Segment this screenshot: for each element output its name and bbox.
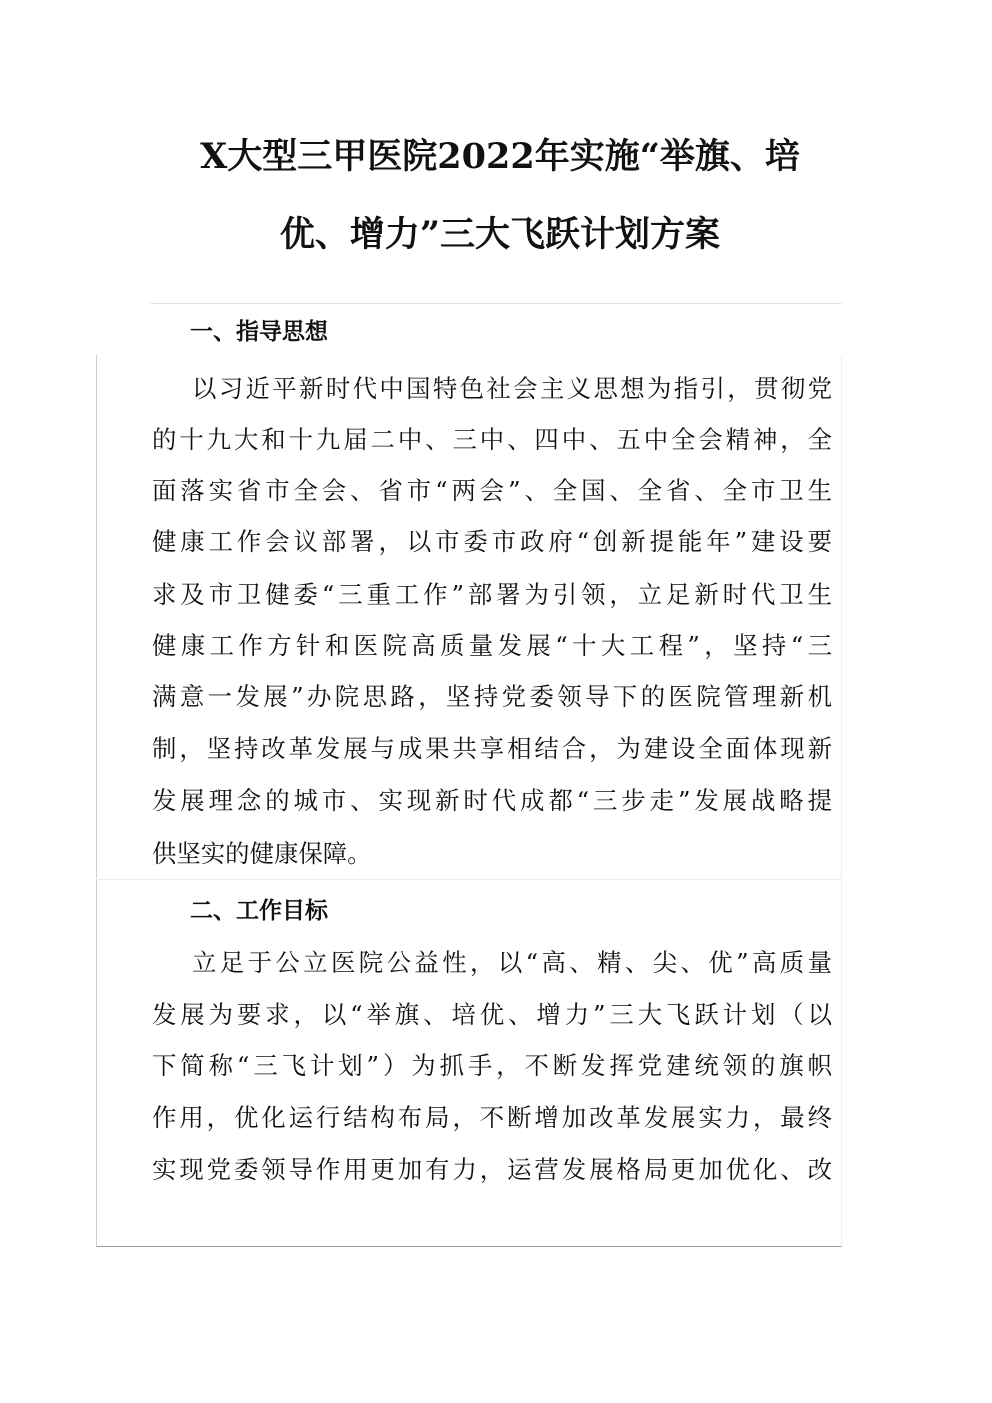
document-title-line-1: X大型三甲医院2022年实施“举旗、培 (200, 136, 800, 177)
paragraph-line: 以习近平新时代中国特色社会主义思想为指引，贯彻党 (192, 374, 832, 403)
document-title-line-2: 优、增力”三大飞跃计划方案 (279, 214, 721, 255)
section-heading-work-goals: 二、工作目标 (190, 897, 328, 924)
paragraph-line: 下简称“三飞计划”）为抓手，不断发挥党建统领的旗帜 (152, 1051, 832, 1080)
paragraph-line: 发展理念的城市、实现新时代成都“三步走”发展战略提 (152, 786, 832, 815)
paragraph-line: 作用，优化运行结构布局，不断增加改革发展实力，最终 (152, 1103, 832, 1132)
paragraph-line: 的十九大和十九届二中、三中、四中、五中全会精神，全 (152, 425, 832, 454)
paragraph-line: 发展为要求，以“举旗、培优、增力”三大飞跃计划（以 (152, 1000, 832, 1029)
paragraph-line: 制，坚持改革发展与成果共享相结合，为建设全面体现新 (152, 734, 832, 763)
paragraph-line: 健康工作方针和医院高质量发展“十大工程”，坚持“三 (152, 631, 832, 660)
paragraph-line: 求及市卫健委“三重工作”部署为引领，立足新时代卫生 (152, 580, 832, 609)
section-divider (96, 879, 842, 880)
paragraph-line: 面落实省市全会、省市“两会”、全国、全省、全市卫生 (152, 476, 832, 505)
paragraph-line: 健康工作会议部署，以市委市政府“创新提能年”建设要 (152, 527, 832, 556)
paragraph-line: 满意一发展”办院思路，坚持党委领导下的医院管理新机 (152, 682, 832, 711)
top-divider (150, 303, 842, 304)
paragraph-line: 供坚实的健康保障。 (152, 839, 372, 868)
paragraph-line: 实现党委领导作用更加有力，运营发展格局更加优化、改 (152, 1155, 832, 1184)
paragraph-line: 立足于公立医院公益性，以“高、精、尖、优”高质量 (192, 948, 832, 977)
section-heading-guiding-ideology: 一、指导思想 (190, 318, 328, 345)
